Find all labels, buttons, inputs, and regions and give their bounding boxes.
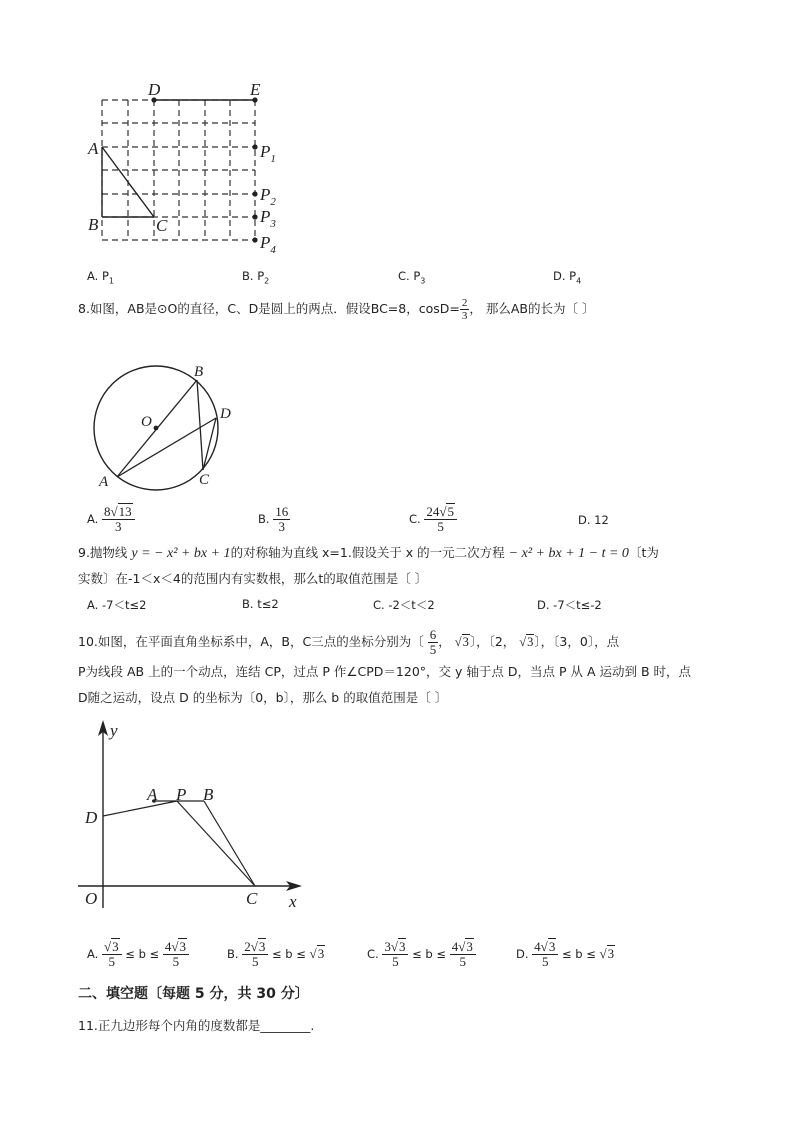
- label-b: B: [194, 364, 204, 380]
- segment-dp: [103, 801, 177, 816]
- section-title-fill-in: 二、填空题〔每题 5 分，共 30 分〕: [78, 986, 309, 1002]
- q8-question: 8.如图，AB是⊙O的直径，C、D是圆上的两点．假设BC=8，cosD= $\frac{2}{3}$ ， 那么AB的长为〔 〕: [78, 297, 595, 322]
- label-d: D: [220, 406, 231, 422]
- label-p3: $P_3$: [260, 207, 276, 230]
- label-b: B: [203, 785, 214, 804]
- q9-option-a[interactable]: A. -7＜t≤2: [87, 598, 147, 612]
- q11-question: 11.正九边形每个内角的度数都是________.: [78, 1018, 315, 1033]
- q10-question-line3: D随之运动，设点 D 的坐标为〔0，b〕，那么 b 的取值范围是〔 〕: [78, 690, 448, 705]
- q10-question-line1: 10.如图，在平面直角坐标系中，A，B，C三点的坐标分别为〔 $\frac{6}{5}$ ， √3〕，〔2， √3〕，〔3，0〕，点: [78, 627, 620, 657]
- q7-option-a[interactable]: A. $P_1$: [87, 269, 115, 286]
- q8-option-a[interactable]: A. $\frac{8√13}{3}$: [87, 505, 135, 534]
- label-o: O: [141, 414, 152, 430]
- label-a: A: [88, 139, 99, 158]
- q8-option-c[interactable]: C. $\frac{24√5}{5}$: [409, 505, 457, 534]
- q9-question-line1: 9.抛物线 y = − x² + bx + 1的对称轴为直线 x=1.假设关于 x 的一元二次方程 − x² + bx + 1 − t = 0〔t为: [78, 545, 659, 561]
- label-c: C: [156, 216, 168, 235]
- q8-circle-figure: [85, 360, 245, 500]
- q10-option-c[interactable]: C. $\frac{3√3}{5}$ ≤ b ≤ $\frac{4√3}{5}$: [367, 940, 476, 969]
- q8-option-b[interactable]: B. $\frac{16}{3}$: [258, 504, 289, 534]
- label-y: y: [110, 721, 118, 740]
- q10-option-d[interactable]: D. $\frac{4√3}{5}$ ≤ b ≤ √3: [516, 939, 615, 969]
- grid-lines: [102, 100, 255, 240]
- q10-option-b[interactable]: B. $\frac{2√3}{5}$ ≤ b ≤ √3: [227, 939, 325, 969]
- segment-dc: [203, 418, 216, 470]
- segment-pc: [177, 801, 255, 886]
- q10-option-a[interactable]: A. $\frac{√3}{5}$ ≤ b ≤ $\frac{4√3}{5}$: [87, 940, 189, 969]
- label-p2: $P_2$: [260, 185, 276, 208]
- label-d: D: [85, 808, 98, 827]
- point-p2: [252, 191, 257, 196]
- label-x: x: [289, 892, 297, 911]
- label-b: B: [88, 215, 99, 234]
- label-c: C: [199, 472, 210, 488]
- label-a: A: [147, 785, 158, 804]
- label-c: C: [246, 889, 258, 908]
- label-p1: $P_1$: [260, 142, 276, 165]
- q8-option-d[interactable]: D. 12: [578, 513, 609, 527]
- q9-option-c[interactable]: C. -2＜t＜2: [373, 598, 435, 612]
- label-e: E: [250, 80, 261, 99]
- q7-option-b[interactable]: B. $P_2$: [242, 269, 270, 286]
- q9-question-line2: 实数〕在-1＜x＜4的范围内有实数根，那么t的取值范围是〔 〕: [78, 571, 428, 586]
- label-p4: $P_4$: [260, 233, 276, 256]
- label-o: O: [85, 889, 98, 908]
- label-d: D: [148, 80, 161, 99]
- q11-answer-blank[interactable]: ________: [260, 1018, 311, 1033]
- q7-grid-figure: [80, 78, 290, 263]
- center-o: [154, 426, 159, 431]
- segment-bc: [197, 380, 203, 470]
- label-p: P: [176, 785, 187, 804]
- q9-option-b[interactable]: B. t≤2: [242, 597, 279, 611]
- label-a: A: [99, 474, 109, 490]
- segment-bc: [204, 801, 255, 886]
- point-p3: [252, 214, 257, 219]
- q7-option-c[interactable]: C. $P_3$: [398, 269, 426, 286]
- q9-option-d[interactable]: D. -7＜t≤-2: [537, 598, 602, 612]
- q7-option-d[interactable]: D. $P_4$: [553, 269, 582, 286]
- q10-question-line2: P为线段 AB 上的一个动点，连结 CP，过点 P 作∠CPD＝120°，交 y 轴于点 D，当点 P 从 A 运动到 B 时，点: [78, 664, 691, 679]
- segment-ac: [102, 147, 154, 217]
- q10-coordinate-figure: [70, 712, 320, 917]
- point-p4: [252, 237, 257, 242]
- point-p1: [252, 144, 257, 149]
